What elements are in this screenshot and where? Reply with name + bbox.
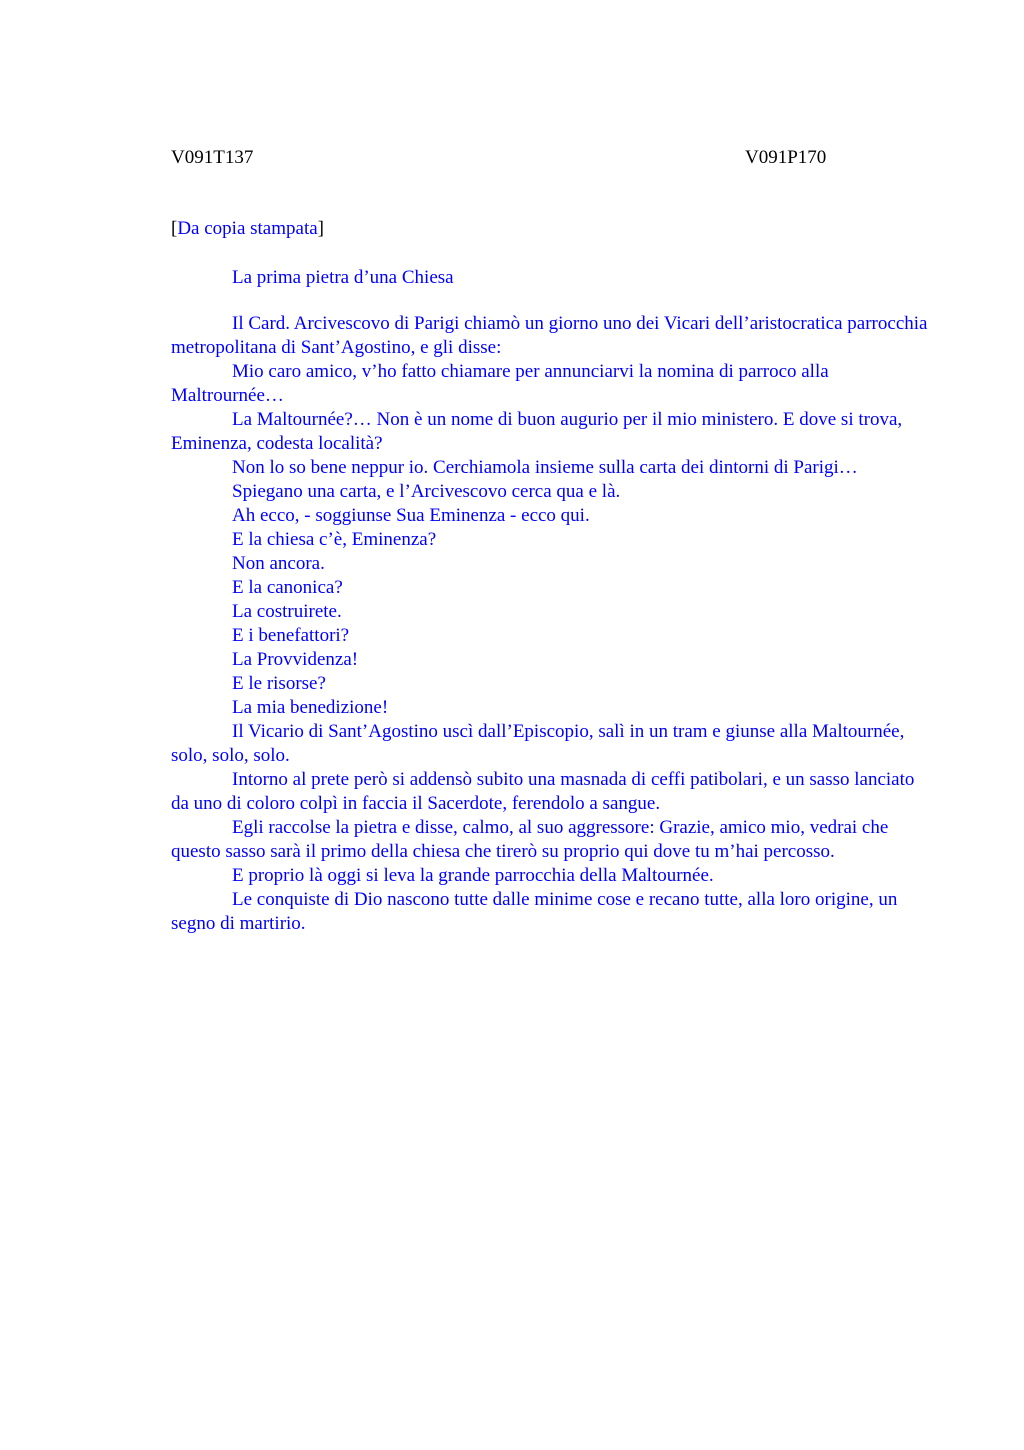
source-note-text: Da copia stampata: [177, 218, 318, 239]
paragraph: Mio caro amico, v’ho fatto chiamare per annunciarvi la nomina di parroco alla Maltrournée…: [171, 361, 829, 406]
paragraph: Il Vicario di Sant’Agostino uscì dall’Episcopio, salì in un tram e giunse alla Maltournée, solo, solo, solo.: [171, 721, 905, 766]
paragraph: La mia benedizione!: [232, 697, 389, 718]
source-note: [171, 217, 324, 241]
paragraph: Spiegano una carta, e l’Arcivescovo cerca qua e là.: [232, 481, 621, 502]
bracket-open: [: [171, 218, 178, 239]
paragraph: La Provvidenza!: [232, 649, 359, 670]
paragraph: Non lo so bene neppur io. Cerchiamola insieme sulla carta dei dintorni di Parigi…: [232, 457, 858, 478]
paragraph: E le risorse?: [232, 673, 326, 694]
paragraph: Il Card. Arcivescovo di Parigi chiamò un giorno uno dei Vicari dell’aristocratica parrocchia metropolitana di Sant’Agostino, e gli disse:: [171, 313, 928, 358]
story-body: [171, 312, 931, 936]
paragraph: La costruirete.: [232, 601, 342, 622]
bracket-close: ]: [317, 218, 324, 239]
paragraph: E la chiesa c’è, Eminenza?: [232, 529, 437, 550]
paragraph: Egli raccolse la pietra e disse, calmo, al suo aggressore: Grazie, amico mio, vedrai che questo sasso sarà il primo della chiesa che tirerò su proprio qui dove tu m’hai percosso.: [171, 817, 889, 862]
paragraph: E la canonica?: [232, 577, 343, 598]
paragraph: E proprio là oggi si leva la grande parrocchia della Maltournée.: [232, 865, 714, 886]
paragraph: La Maltournée?… Non è un nome di buon augurio per il mio ministero. E dove si trova, Eminenza, codesta località?: [171, 409, 903, 454]
document-code-left: V091T137: [171, 147, 254, 168]
paragraph: Intorno al prete però si addensò subito una masnada di ceffi patibolari, e un sasso lanciato da uno di coloro colpì in faccia il Sacerdote, ferendolo a sangue.: [171, 769, 915, 814]
paragraph: Le conquiste di Dio nascono tutte dalle minime cose e recano tutte, alla loro origine, un segno di martirio.: [171, 889, 898, 934]
paragraph: Ah ecco, - soggiunse Sua Eminenza - ecco qui.: [232, 505, 590, 526]
story-title: La prima pietra d’una Chiesa: [232, 267, 454, 288]
paragraph: Non ancora.: [232, 553, 325, 574]
page-code-right: V091P170: [745, 147, 827, 168]
paragraph: E i benefattori?: [232, 625, 350, 646]
